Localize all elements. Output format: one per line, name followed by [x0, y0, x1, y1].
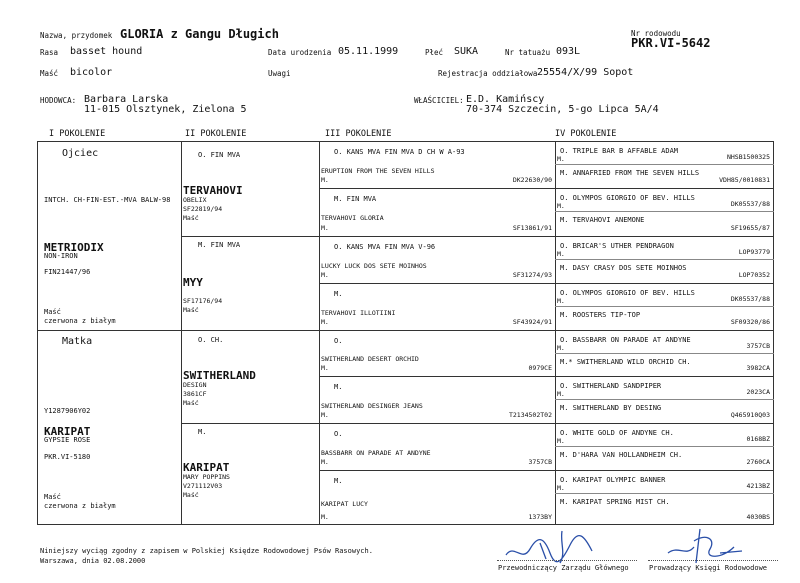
tattoo-label: Nr tatuażu [505, 48, 551, 57]
breed-value: basset hound [70, 46, 143, 57]
father-color: czerwona z białym [44, 317, 116, 325]
gen3-mother-marker: M. [321, 364, 329, 372]
gen2-line3: Maść [183, 306, 199, 314]
dog-name: GLORIA z Gangu Długich [120, 27, 279, 41]
color-value: bicolor [70, 67, 113, 78]
gen3-reg: SF43924/91 [512, 318, 552, 326]
gen4-mother-marker: M. [557, 202, 565, 210]
gen4-reg: 2760CA [746, 458, 770, 466]
owner-address: 70-374 Szczecin, 5-go Lipca 5A/4 [466, 104, 659, 115]
branch-value: 25554/X/99 Sopot [537, 67, 634, 78]
gen3-reg: SF13861/91 [512, 224, 552, 232]
footer-place-date: Warszawa, dnia 02.08.2000 [40, 557, 146, 565]
row-divider [37, 330, 774, 331]
gen4-reg: LOP93779 [738, 248, 770, 256]
father-reg: FIN21447/96 [44, 268, 91, 276]
breeder-label: HODOWCA: [40, 96, 77, 105]
gen4-name: M. D'HARA VAN HOLLANDHEIM CH. [560, 451, 683, 459]
mother-color: czerwona z białym [44, 502, 116, 510]
gen4-reg: 3757CB [746, 342, 770, 350]
gen4-reg: 3982CA [746, 364, 770, 372]
gen4-mother-marker: M. [557, 250, 565, 258]
gen3-reg: 3757CB [528, 458, 552, 466]
gen3-titles: M. FIN MVA [334, 195, 377, 203]
gen2-titles: M. FIN MVA [198, 241, 241, 249]
signature-caption-chairman: Przewodniczący Zarządu Głównego [498, 564, 629, 572]
gen3-name: LUCKY LUCK DOS SETE MOINHOS [321, 261, 427, 270]
col-divider [555, 141, 556, 525]
signature-line [497, 560, 637, 561]
gen4-name: M. ANNAFRIED FROM THE SEVEN HILLS [560, 169, 700, 177]
row-divider [319, 376, 774, 377]
gen4-name: O. OLYMPOS GIORGIO OF BEV. HILLS [560, 194, 695, 202]
gen3-titles: M. [334, 383, 343, 391]
gen4-reg: Q465910Q03 [730, 411, 770, 419]
row-divider [181, 236, 774, 237]
gen2-name: MYY [183, 276, 203, 289]
gen3-name: TERVAHOVI GLORIA [321, 214, 384, 223]
gen4-reg: VDH85/0010831 [719, 176, 770, 184]
mother-color-label: Maść [44, 493, 61, 501]
gen4-name: M. ROOSTERS TIP-TOP [560, 311, 641, 319]
gen-header-2: II POKOLENIE [185, 129, 247, 139]
gen2-titles: O. FIN MVA [198, 151, 241, 159]
gen4-name: O. BASSBARR ON PARADE AT ANDYNE [560, 336, 691, 344]
row-divider [555, 353, 774, 354]
gen3-mother-marker: M. [321, 411, 329, 419]
gen4-mother-marker: M. [557, 344, 565, 352]
gen4-name: M. TERVAHOVI ANEMONE [560, 216, 645, 224]
sex-label: Płeć [425, 48, 444, 57]
row-divider [555, 259, 774, 260]
gen4-reg: LOP70352 [738, 271, 770, 279]
dob-label: Data urodzenia [268, 48, 332, 57]
gen4-name: O. WHITE GOLD OF ANDYNE CH. [560, 429, 674, 437]
gen4-name: O. TRIPLE BAR B AFFABLE ADAM [560, 147, 679, 155]
gen4-mother-marker: M. [557, 390, 565, 398]
gen2-line3: Maść [183, 214, 199, 222]
gen3-titles: O. KANS MVA FIN MVA V-96 [334, 243, 436, 251]
gen3-name: SWITHERLAND DESERT ORCHID [321, 355, 419, 364]
gen4-name: O. KARIPAT OLYMPIC BANNER [560, 476, 666, 484]
gen2-line2: SF22819/94 [183, 205, 223, 213]
father-name: METRIODIX [44, 241, 104, 254]
gen2-line1: OBELIX [183, 196, 207, 204]
gen3-mother-marker: M. [321, 224, 329, 232]
gen3-mother-marker: M. [321, 176, 329, 184]
row-divider [555, 493, 774, 494]
gen3-mother-marker: M. [321, 513, 329, 521]
gen3-reg: SF31274/93 [512, 271, 552, 279]
gen3-mother-marker: M. [321, 318, 329, 326]
gen2-line1: DESIGN [183, 381, 207, 389]
gen4-name: M. KARIPAT SPRING MIST CH. [560, 498, 670, 506]
gen3-reg: DK22630/90 [512, 176, 552, 184]
gen4-name: M. SWITHERLAND BY DESING [560, 404, 662, 412]
gen3-titles: O. [334, 430, 343, 438]
gen3-titles: O. KANS MVA FIN MVA D CH W A-93 [334, 148, 465, 156]
name-label: Nazwa, przydomek [40, 31, 113, 40]
breed-label: Rasa [40, 48, 59, 57]
row-divider [555, 164, 774, 165]
pedigree-number: PKR.VI-5642 [631, 36, 711, 50]
gen4-reg: DK05537/88 [730, 295, 770, 303]
gen2-line3: Maść [183, 399, 199, 407]
gen4-mother-marker: M. [557, 297, 565, 305]
gen3-mother-marker: M. [321, 458, 329, 466]
gen-header-3: III POKOLENIE [325, 129, 392, 139]
gen4-mother-marker: M. [557, 484, 565, 492]
gen4-reg: 4213BZ [746, 482, 770, 490]
gen3-name: ERUPTION FROM THE SEVEN HILLS [321, 166, 435, 175]
gen2-line1: MARY POPPINS [183, 473, 230, 481]
owner-label: WŁAŚCICIEL: [414, 96, 464, 105]
color-label: Maść [40, 69, 59, 78]
gen3-reg: T2134502T02 [508, 411, 552, 419]
gen4-name: O. OLYMPOS GIORGIO OF BEV. HILLS [560, 289, 695, 297]
row-divider [319, 283, 774, 284]
gen4-name: O. BRICAR'S UTHER PENDRAGON [560, 242, 674, 250]
owner-name: E.D. Kamińscy [466, 94, 545, 105]
gen2-name: KARIPAT [183, 461, 230, 474]
signature-caption-registrar: Prowadzący Księgi Rodowodowe [649, 564, 768, 572]
gen2-line3: Maść [183, 491, 199, 499]
row-divider [319, 188, 774, 189]
row-divider [555, 211, 774, 212]
row-divider [319, 470, 774, 471]
branch-label: Rejestracja oddziałowa [438, 69, 538, 78]
gen3-reg: 0979CE [528, 364, 552, 372]
gen3-name: BASSBARR ON PARADE AT ANDYNE [321, 448, 431, 457]
father-titles: INTCH. CH-FIN-EST.-MVA BALW-98 [44, 196, 171, 204]
breeder-address: 11-015 Olsztynek, Zielona 5 [84, 104, 247, 115]
gen3-name: TERVAHOVI ILLOTIINI [321, 308, 396, 317]
mother-label: Matka [62, 336, 93, 347]
mother-sub: GYPSIE ROSE [44, 436, 91, 444]
gen4-name: M. DASY CRASY DOS SETE MOINHOS [560, 264, 687, 272]
mother-reg-top: Y1287906Y02 [44, 407, 91, 415]
mother-name: KARIPAT [44, 425, 91, 438]
row-divider [555, 306, 774, 307]
gen4-reg: NHSB1500325 [726, 153, 770, 161]
gen4-reg: SF19655/87 [730, 224, 770, 232]
notes-label: Uwagi [268, 69, 291, 78]
gen3-titles: O. [334, 337, 343, 345]
tattoo-value: 093L [556, 46, 581, 57]
father-label: Ojciec [62, 148, 99, 159]
row-divider [181, 423, 774, 424]
gen4-reg: SF09320/86 [730, 318, 770, 326]
gen2-name: TERVAHOVI [183, 184, 243, 197]
gen2-titles: M. [198, 428, 207, 436]
father-color-label: Maść [44, 308, 61, 316]
father-sub: NON-IRON [44, 252, 78, 260]
sex-value: SUKA [454, 46, 479, 57]
gen2-titles: O. CH. [198, 336, 224, 344]
row-divider [555, 446, 774, 447]
signature-line [648, 560, 778, 561]
gen3-reg: 1373BY [528, 513, 552, 521]
col-divider [319, 141, 320, 525]
gen3-titles: M. [334, 477, 343, 485]
gen2-line2: V271112V03 [183, 482, 223, 490]
gen4-reg: 2023CA [746, 388, 770, 396]
footer-statement: Niniejszy wyciąg zgodny z zapisem w Polskiej Księdze Rodowodowej Psów Rasowych. [40, 547, 373, 555]
gen2-line2: 3861CF [183, 390, 207, 398]
gen4-reg: 0168BZ [746, 435, 770, 443]
gen3-mother-marker: M. [321, 271, 329, 279]
gen4-mother-marker: M. [557, 155, 565, 163]
gen3-name: KARIPAT LUCY [321, 500, 368, 509]
gen2-line2: SF17176/94 [183, 297, 223, 305]
gen-header-1: I POKOLENIE [49, 129, 106, 139]
dob-value: 05.11.1999 [338, 46, 399, 57]
col-divider [181, 141, 182, 525]
gen2-name: SWITHERLAND [183, 369, 256, 382]
reg-label: Nr rodowodu [631, 29, 681, 38]
row-divider [555, 399, 774, 400]
gen3-name: SWITHERLAND DESINGER JEANS [321, 401, 423, 410]
mother-reg: PKR.VI-5180 [44, 453, 91, 461]
gen4-reg: 4030BS [746, 513, 770, 521]
gen-header-4: IV POKOLENIE [555, 129, 617, 139]
breeder-name: Barbara Larska [84, 94, 169, 105]
gen4-mother-marker: M. [557, 437, 565, 445]
gen3-titles: M. [334, 290, 343, 298]
gen4-reg: DK05537/88 [730, 200, 770, 208]
gen4-name: M.* SWITHERLAND WILD ORCHID CH. [560, 358, 691, 366]
gen4-name: O. SWITHERLAND SANDPIPER [560, 382, 662, 390]
